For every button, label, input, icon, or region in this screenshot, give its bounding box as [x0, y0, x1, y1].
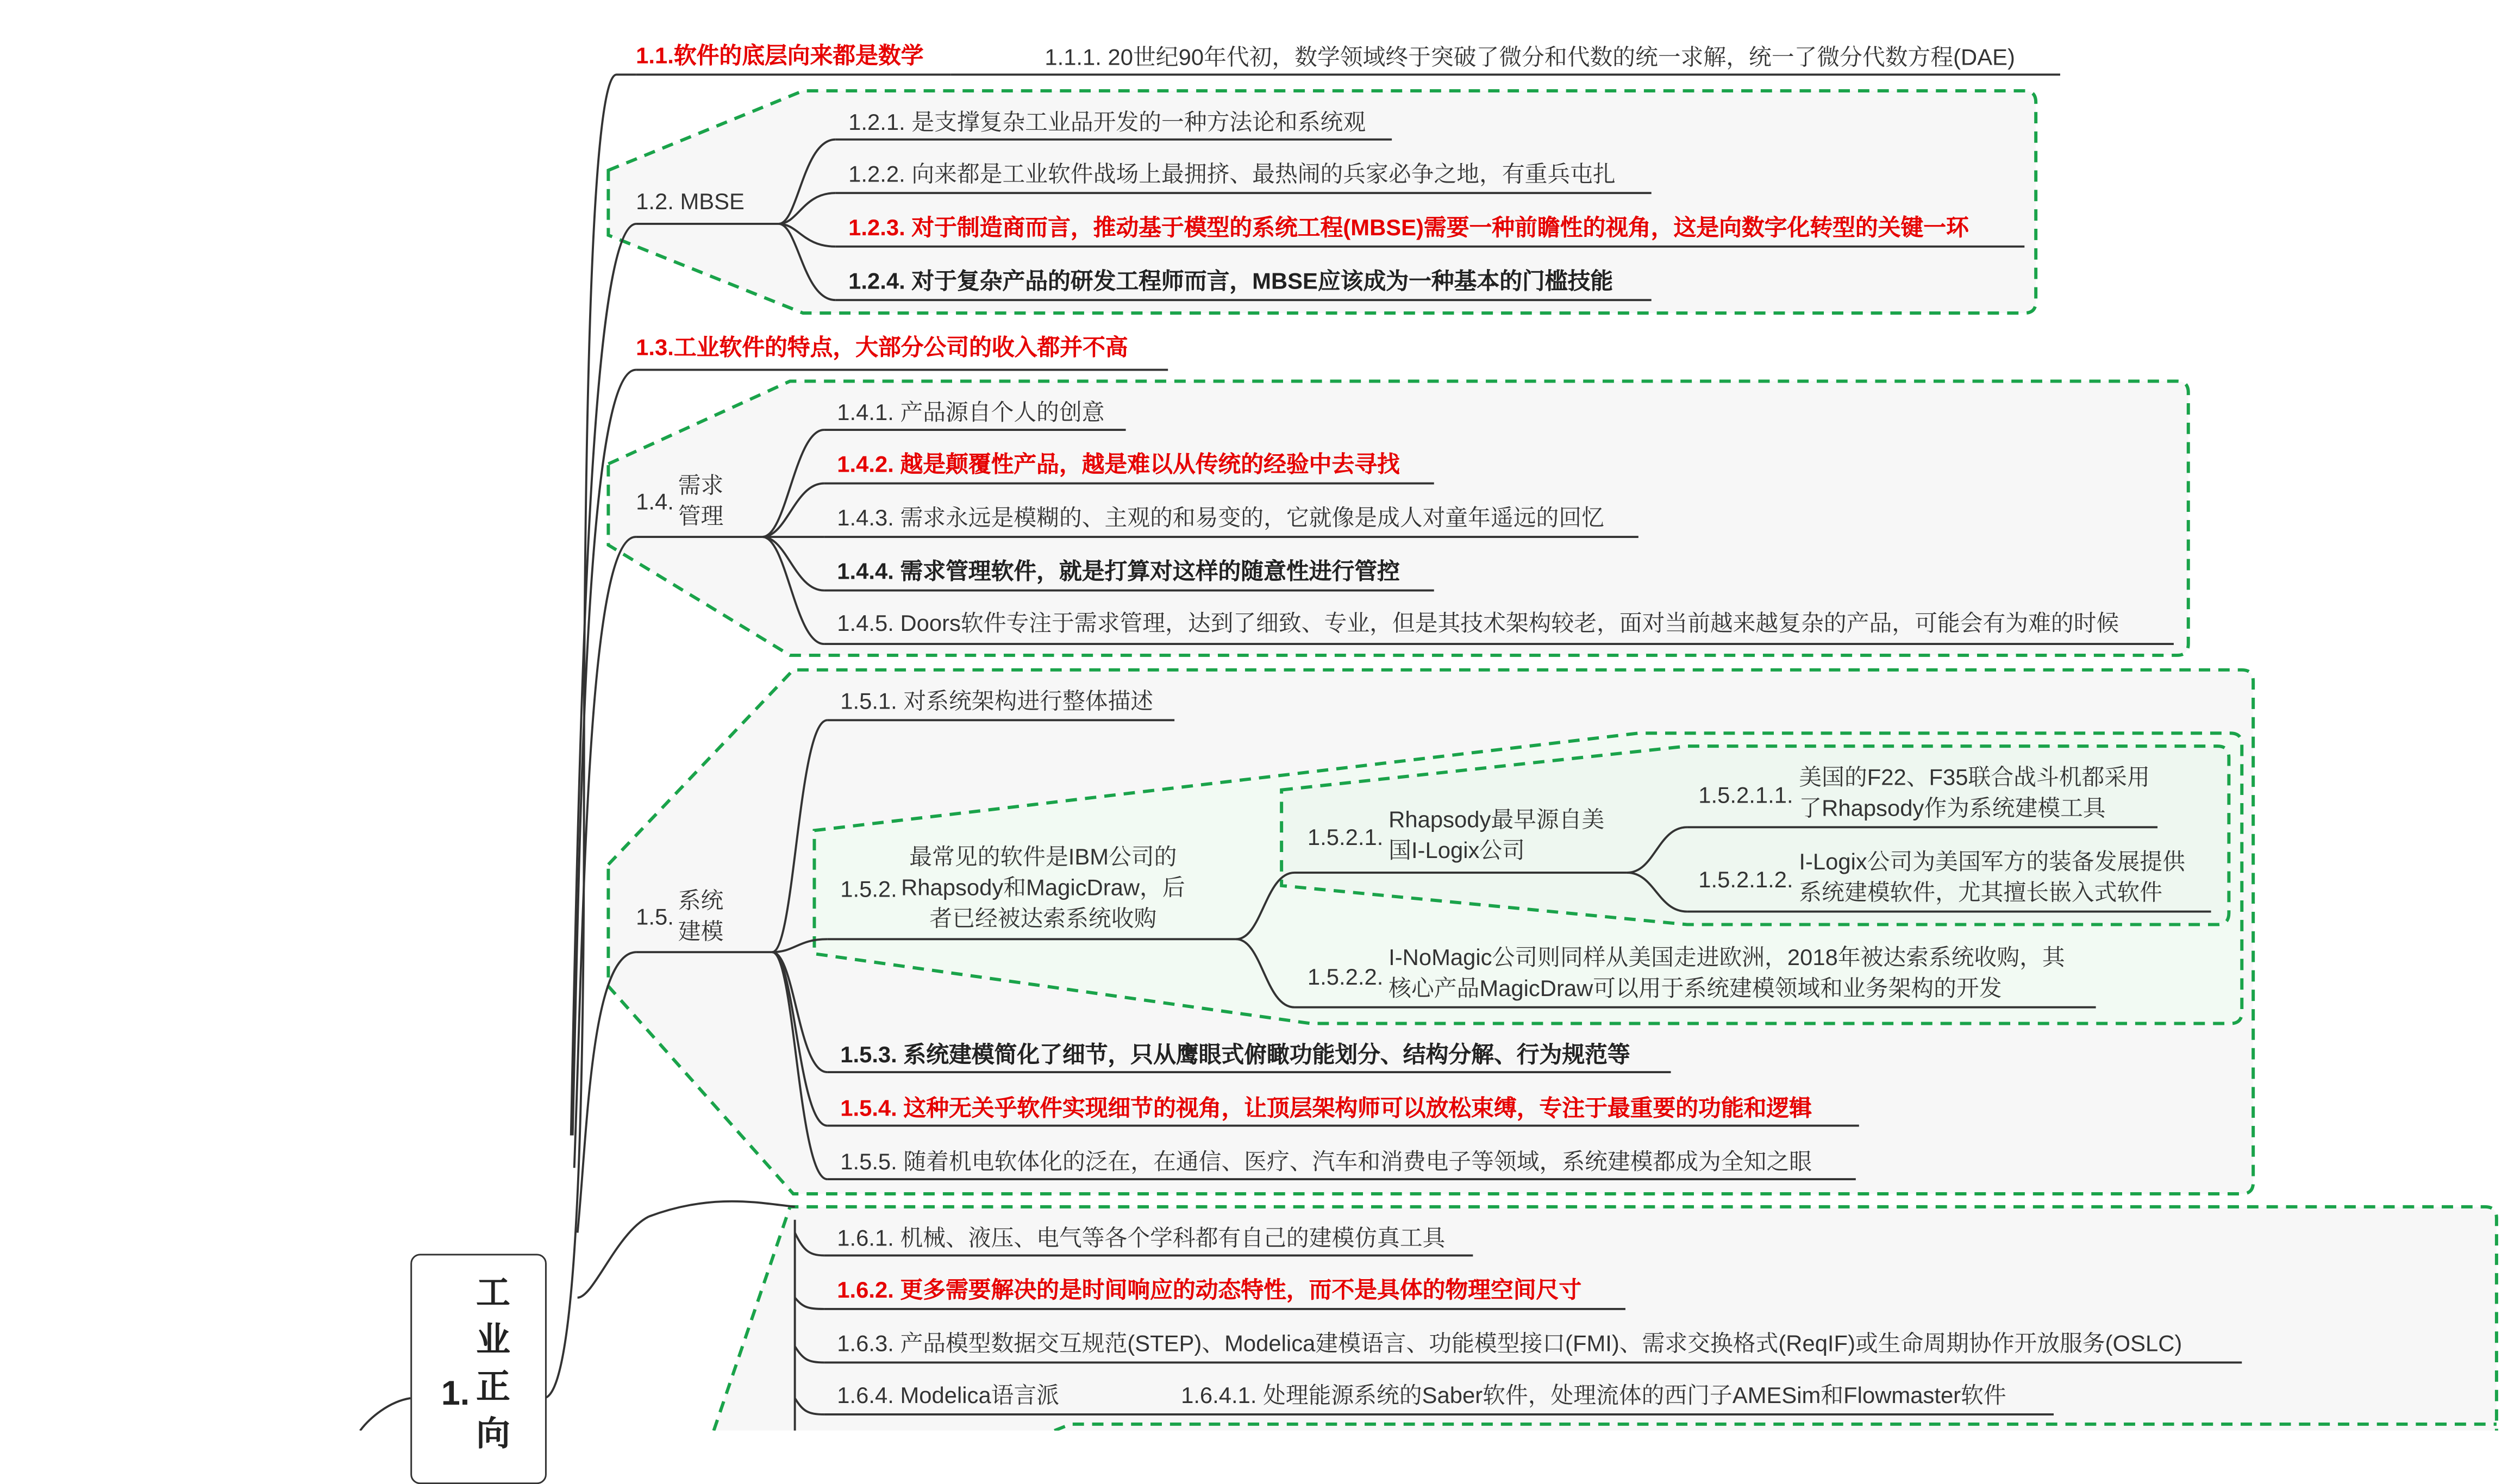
node-1-5-2-1-2[interactable]: I-Logix公司为美国军方的装备发展提供系统建模软件，尤其擅长嵌入式软件	[1799, 848, 2185, 905]
node-1-4-1[interactable]: 1.4.1. 产品源自个人的创意	[837, 399, 1105, 425]
node-1-5-3[interactable]: 1.5.3. 系统建模简化了细节，只从鹰眼式俯瞰功能划分、结构分解、行为规范等	[840, 1041, 1630, 1068]
node-1-5-1[interactable]: 1.5.1. 对系统架构进行整体描述	[840, 687, 1154, 714]
node-1-4-num: 1.4.	[636, 488, 674, 515]
node-1-5-5[interactable]: 1.5.5. 随着机电软体化的泛在，在通信、医疗、汽车和消费电子等领域，系统建模都成为全知之眼	[840, 1148, 1812, 1175]
node-1-5-2-2-num: 1.5.2.2.	[1307, 963, 1384, 990]
node-1-4[interactable]: 需求管理	[678, 472, 724, 529]
node-1-2-1[interactable]: 1.2.1. 是支撑复杂工业品开发的一种方法论和系统观	[848, 108, 1366, 135]
node-1-1-1[interactable]: 1.1.1. 20世纪90年代初，数学领域终于突破了微分和代数的统一求解，统一了微分代数方程(DAE)	[1045, 43, 2015, 70]
node-1-6-4[interactable]: 1.6.4. Modelica语言派	[837, 1382, 1060, 1408]
node-1-6-2[interactable]: 1.6.2. 更多需要解决的是时间响应的动态特性，而不是具体的物理空间尺寸	[837, 1276, 1582, 1303]
node-1-4-4[interactable]: 1.4.4. 需求管理软件，就是打算对这样的随意性进行管控	[837, 558, 1400, 584]
root-number: 1.	[441, 1375, 470, 1413]
node-1-1[interactable]: 1.1.软件的底层向来都是数学	[636, 42, 924, 68]
node-1-5-2[interactable]: 最常见的软件是IBM公司的Rhapsody和MagicDraw，后者已经被达索系统收购	[901, 843, 1185, 931]
node-1-6-1[interactable]: 1.6.1. 机械、液压、电气等各个学科都有自己的建模仿真工具	[837, 1224, 1446, 1251]
node-1-4-2[interactable]: 1.4.2. 越是颠覆性产品，越是难以从传统的经验中去寻找	[837, 450, 1400, 477]
node-1-5-2-1-1[interactable]: 美国的F22、F35联合战斗机都采用了Rhapsody作为系统建模工具	[1799, 763, 2150, 821]
node-1-6-4-1[interactable]: 1.6.4.1. 处理能源系统的Saber软件，处理流体的西门子AMESim和Flowmaster软件	[1181, 1382, 2006, 1408]
node-1-5-2-num: 1.5.2.	[840, 875, 897, 902]
node-1-2-3[interactable]: 1.2.3. 对于制造商而言，推动基于模型的系统工程(MBSE)需要一种前瞻性的视角，这是向数字化转型的关键一环	[848, 214, 1969, 240]
node-1-5-2-1-num: 1.5.2.1.	[1307, 824, 1384, 850]
node-1-5-num: 1.5.	[636, 903, 674, 930]
node-1-5[interactable]: 系统建模	[678, 887, 724, 944]
node-1-2[interactable]: 1.2. MBSE	[636, 188, 745, 215]
node-1-5-2-1[interactable]: Rhapsody最早源自美国I-Logix公司	[1389, 806, 1605, 863]
node-1-5-2-1-2-num: 1.5.2.1.2.	[1698, 866, 1793, 892]
node-1-4-3[interactable]: 1.4.3. 需求永远是模糊的、主观的和易变的，它就像是成人对童年遥远的回忆	[837, 504, 1604, 531]
node-1-2-4[interactable]: 1.2.4. 对于复杂产品的研发工程师而言，MBSE应该成为一种基本的门槛技能	[848, 267, 1613, 294]
node-1-3[interactable]: 1.3.工业软件的特点，大部分公司的收入都并不高	[636, 334, 1128, 360]
node-1-6-3[interactable]: 1.6.3. 产品模型数据交互规范(STEP)、Modelica建模语言、功能模型接口(FMI)、需求交换格式(ReqIF)或生命周期协作开放服务(OSLC)	[837, 1330, 2182, 1356]
node-1-4-5[interactable]: 1.4.5. Doors软件专注于需求管理，达到了细致、专业，但是其技术架构较老，面对当前越来越复杂的产品，可能会有为难的时候	[837, 610, 2119, 636]
node-1-5-4[interactable]: 1.5.4. 这种无关乎软件实现细节的视角，让顶层架构师可以放松束缚，专注于最重要的功能和逻辑	[840, 1094, 1812, 1121]
root-title: 工业正向	[476, 1275, 510, 1454]
node-1-5-2-2[interactable]: I-NoMagic公司则同样从美国走进欧洲，2018年被达索系统收购，其核心产品MagicDraw可以用于系统建模领域和业务架构的开发	[1389, 944, 2065, 1001]
node-1-5-2-1-1-num: 1.5.2.1.1.	[1698, 781, 1793, 808]
node-1-2-2[interactable]: 1.2.2. 向来都是工业软件战场上最拥挤、最热闹的兵家必争之地，有重兵屯扎	[848, 160, 1616, 187]
